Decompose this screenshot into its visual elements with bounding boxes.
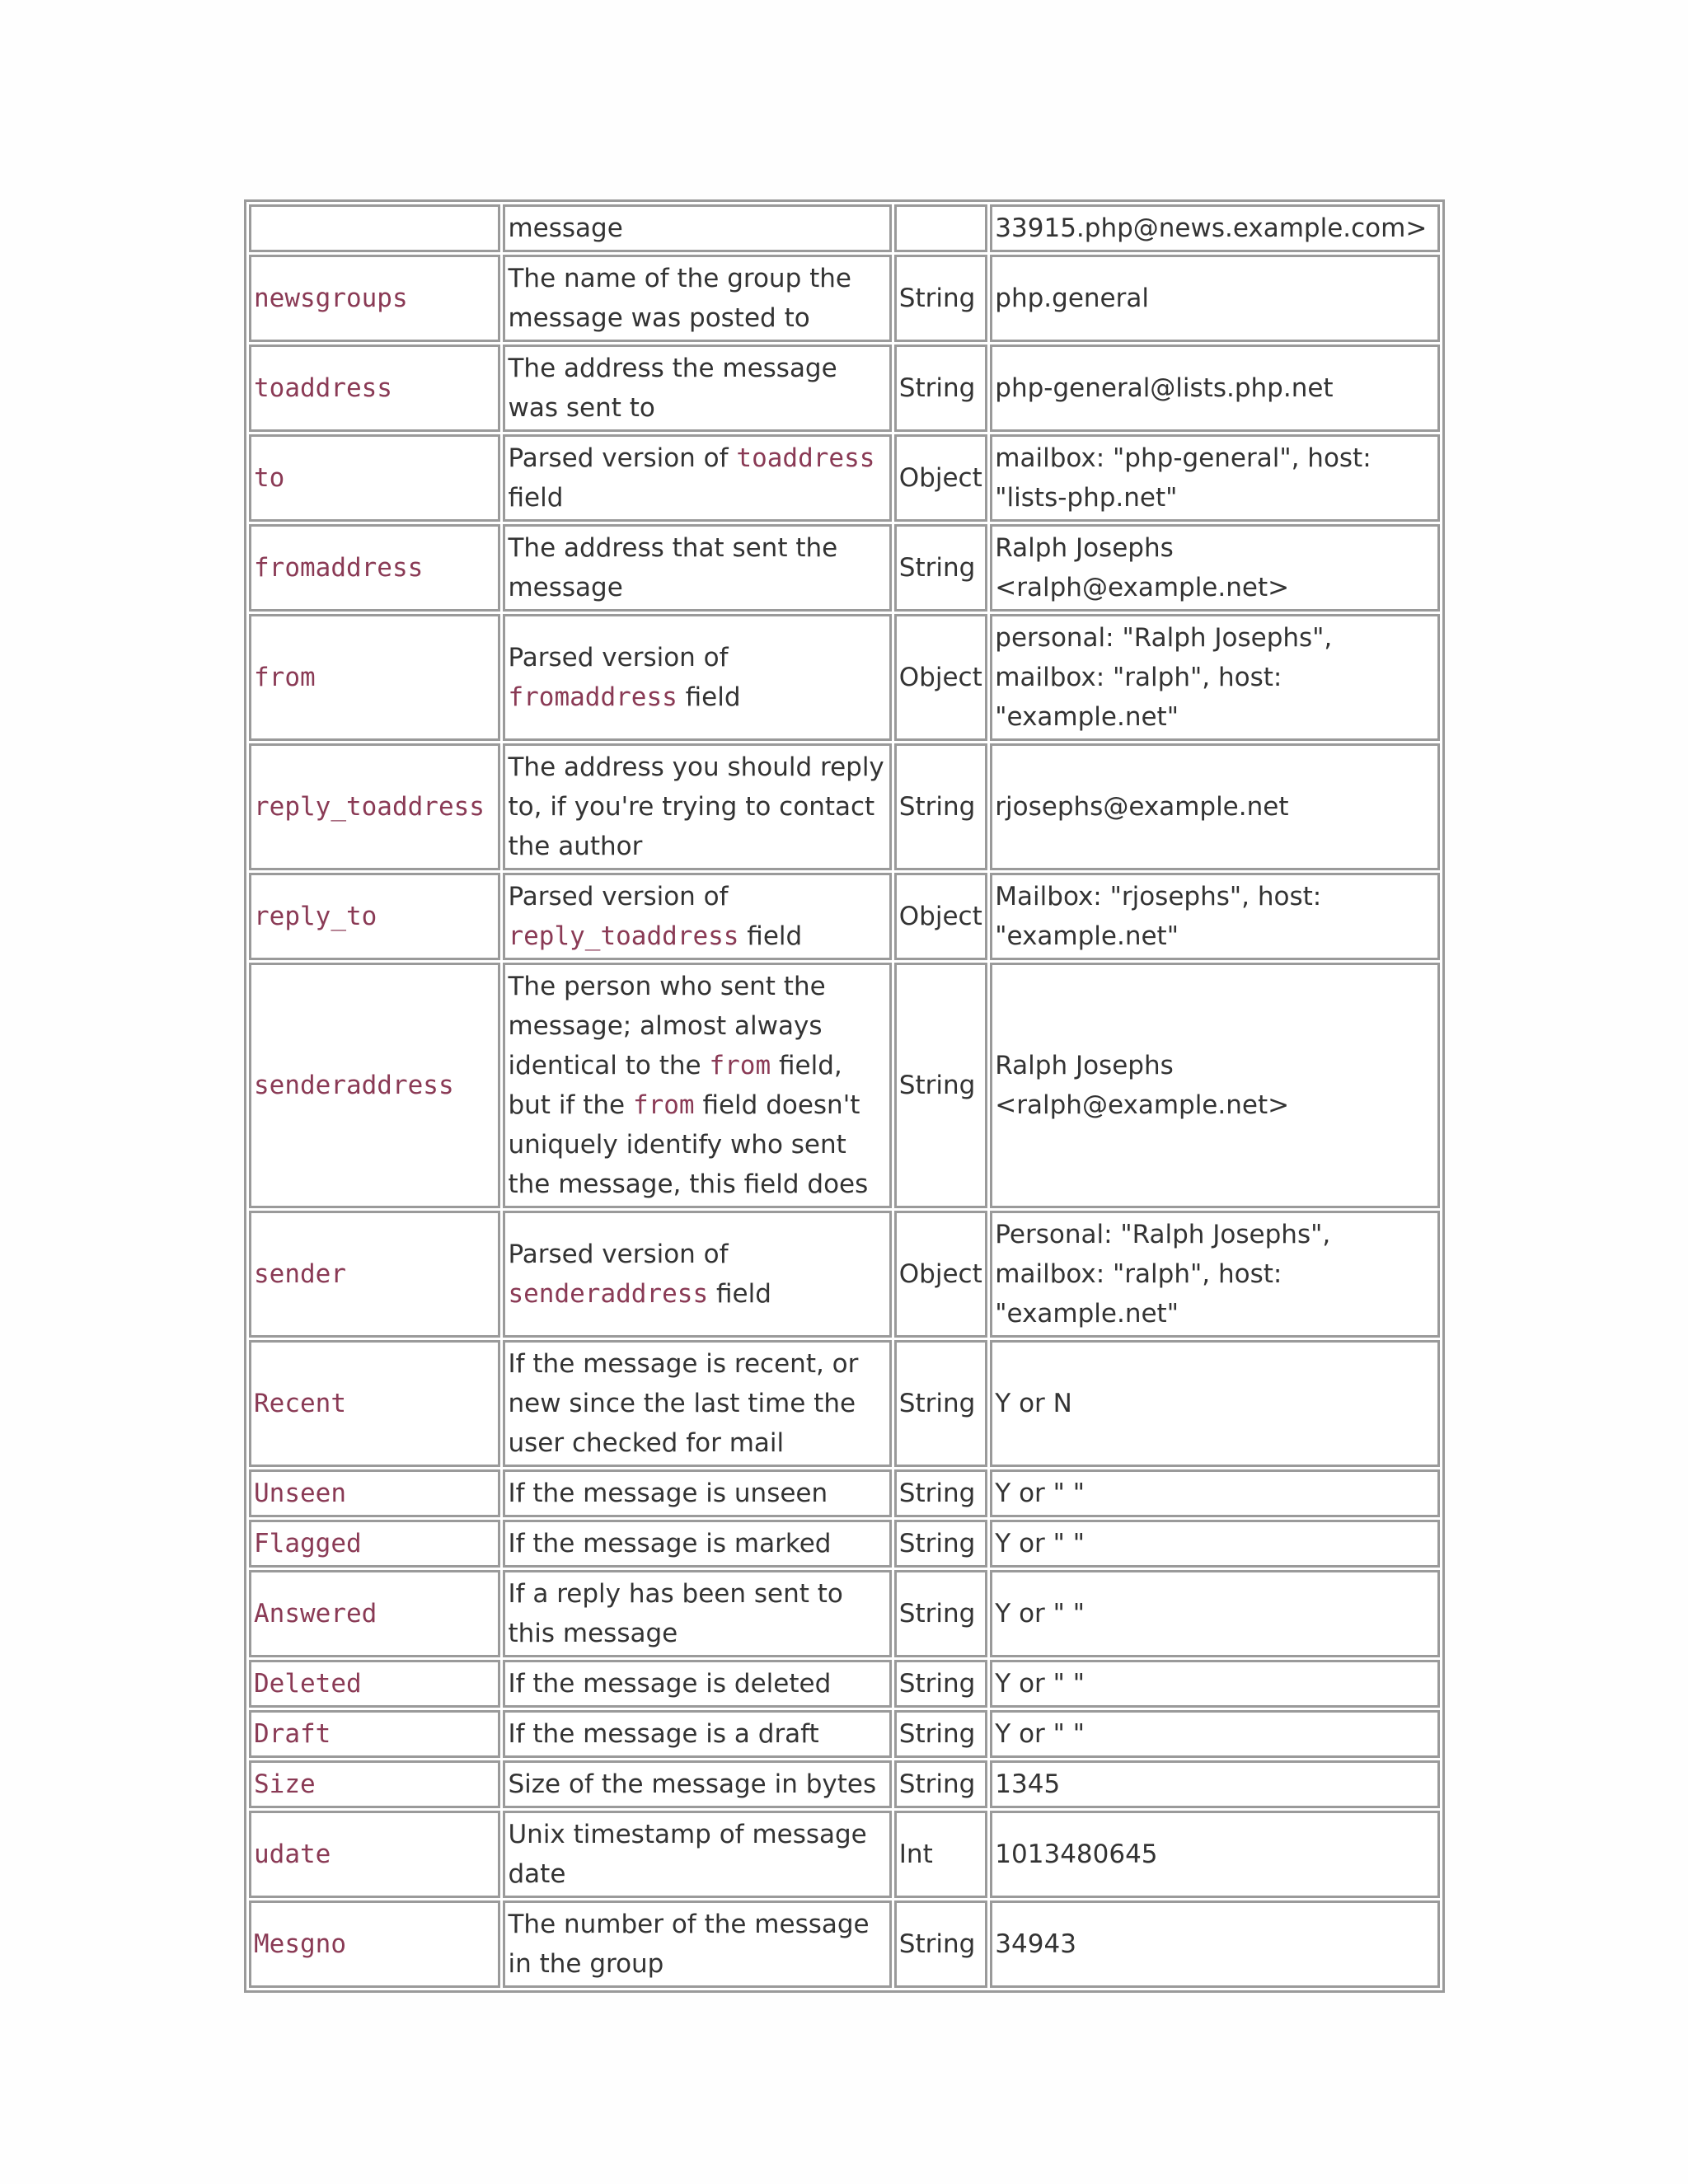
field-example-cell <box>990 1900 1440 1988</box>
field-name: Answered <box>254 1599 377 1629</box>
field-example-cell <box>990 255 1440 342</box>
field-example-cell <box>990 1340 1440 1467</box>
field-description-cell <box>503 1660 891 1708</box>
table-row <box>249 204 1440 252</box>
field-name: sender <box>254 1259 346 1289</box>
table-row <box>249 434 1440 522</box>
field-example: Y or " " <box>995 1719 1085 1749</box>
table-row <box>249 1520 1440 1568</box>
field-type-cell <box>894 1710 988 1758</box>
field-type-cell <box>894 1660 988 1708</box>
field-example: Y or " " <box>995 1669 1085 1699</box>
field-description-cell <box>503 1211 891 1338</box>
field-name: senderaddress <box>254 1071 454 1100</box>
description-code-fragment: senderaddress <box>508 1279 709 1309</box>
field-type-cell <box>894 344 988 432</box>
field-name-cell <box>249 1340 500 1467</box>
field-description-cell <box>503 255 891 342</box>
field-description-cell <box>503 873 891 960</box>
field-example-cell <box>990 1760 1440 1808</box>
description-text-fragment: If the message is deleted <box>508 1669 832 1699</box>
field-name-cell <box>249 1660 500 1708</box>
table-row <box>249 1760 1440 1808</box>
field-name: reply_to <box>254 902 377 931</box>
description-code-fragment: reply_toaddress <box>508 921 739 951</box>
field-type-cell <box>894 614 988 741</box>
field-type: Object <box>898 663 982 692</box>
field-type: String <box>898 1719 976 1749</box>
description-text-fragment: Unix timestamp of message date <box>508 1820 875 1889</box>
field-name: Draft <box>254 1719 331 1749</box>
description-text-fragment: The name of the group the message was posted to <box>508 264 860 333</box>
field-example: Y or " " <box>995 1599 1085 1629</box>
field-description-cell <box>503 1900 891 1988</box>
description-code-fragment: from <box>632 1090 695 1120</box>
description-text-fragment: The address the message was sent to <box>508 354 846 423</box>
field-name: udate <box>254 1840 331 1869</box>
description-code-fragment: fromaddress <box>508 682 678 712</box>
field-type: String <box>898 553 976 583</box>
table-row <box>249 743 1440 870</box>
field-name-cell <box>249 873 500 960</box>
field-type-cell <box>894 1469 988 1517</box>
field-example-cell <box>990 873 1440 960</box>
field-type-cell <box>894 873 988 960</box>
field-name-cell <box>249 434 500 522</box>
table-row <box>249 963 1440 1208</box>
description-text-fragment: Parsed version of <box>508 643 737 673</box>
field-example: 1345 <box>995 1769 1061 1799</box>
header-fields-table <box>244 199 1445 1993</box>
description-text-fragment: If the message is a draft <box>508 1719 819 1749</box>
field-description-cell <box>503 1760 891 1808</box>
field-type: String <box>898 1769 976 1799</box>
field-name: reply_toaddress <box>254 792 485 822</box>
field-name-cell <box>249 1760 500 1808</box>
table-row <box>249 255 1440 342</box>
field-description-cell <box>503 1340 891 1467</box>
field-name-cell <box>249 1900 500 1988</box>
description-text-fragment: The address you should reply to, if you're trying to contact the author <box>508 752 893 861</box>
field-example: 1013480645 <box>995 1840 1158 1869</box>
field-example: personal: "Ralph Josephs", mailbox: "ralph", host: "example.net" <box>995 623 1333 732</box>
field-example-cell <box>990 434 1440 522</box>
description-text-fragment: Parsed version of <box>508 1240 737 1269</box>
table-row <box>249 1211 1440 1338</box>
field-type: String <box>898 1071 976 1100</box>
field-type-cell <box>894 524 988 612</box>
field-type-cell <box>894 1900 988 1988</box>
field-example-cell <box>990 614 1440 741</box>
field-type-cell <box>894 1570 988 1657</box>
field-example-cell <box>990 1811 1440 1898</box>
table-row <box>249 873 1440 960</box>
description-text-fragment: Size of the message in bytes <box>508 1769 877 1799</box>
field-description-cell <box>503 614 891 741</box>
table-body <box>249 204 1440 1988</box>
field-name-cell <box>249 963 500 1208</box>
field-example: mailbox: "php-general", host: "lists-php.net" <box>995 443 1372 513</box>
description-text-fragment: If a reply has been sent to this message <box>508 1579 851 1648</box>
table-row <box>249 1570 1440 1657</box>
field-type: String <box>898 1529 976 1558</box>
field-name: Flagged <box>254 1529 362 1558</box>
field-example-cell <box>990 1570 1440 1657</box>
field-type-cell <box>894 204 988 252</box>
description-text-fragment: If the message is recent, or new since the last time the user checked for mail <box>508 1349 867 1458</box>
field-type-cell <box>894 1760 988 1808</box>
description-text-fragment: field <box>708 1279 771 1309</box>
field-name-cell <box>249 344 500 432</box>
field-type: String <box>898 1479 976 1508</box>
field-example: Mailbox: "rjosephs", host: "example.net" <box>995 882 1322 951</box>
field-name-cell <box>249 1811 500 1898</box>
field-type: Object <box>898 463 982 493</box>
field-example: Personal: "Ralph Josephs", mailbox: "ralph", host: "example.net" <box>995 1220 1331 1329</box>
field-example-cell <box>990 344 1440 432</box>
field-example-cell <box>990 1660 1440 1708</box>
field-name: to <box>254 463 285 493</box>
description-text-fragment: The address that sent the message <box>508 533 846 602</box>
field-description-cell <box>503 524 891 612</box>
field-type: String <box>898 373 976 403</box>
field-example: php.general <box>995 284 1149 313</box>
field-name-cell <box>249 204 500 252</box>
field-example: Y or N <box>995 1389 1072 1418</box>
field-example: 33915.php@news.example.com> <box>995 213 1428 243</box>
field-type: String <box>898 1929 976 1959</box>
description-text-fragment: field <box>677 682 741 712</box>
field-type: String <box>898 1669 976 1699</box>
field-example-cell <box>990 204 1440 252</box>
field-description-cell <box>503 1520 891 1568</box>
table-row <box>249 1340 1440 1467</box>
table-row <box>249 1900 1440 1988</box>
table-row <box>249 1660 1440 1708</box>
field-type-cell <box>894 1520 988 1568</box>
field-name: Size <box>254 1769 316 1799</box>
field-example: php-general@lists.php.net <box>995 373 1334 403</box>
field-name: Deleted <box>254 1669 362 1699</box>
field-name-cell <box>249 1710 500 1758</box>
field-type-cell <box>894 1811 988 1898</box>
field-type: Object <box>898 902 982 931</box>
description-text-fragment: field <box>738 921 803 951</box>
field-example-cell <box>990 743 1440 870</box>
field-example-cell <box>990 1520 1440 1568</box>
field-example: 34943 <box>995 1929 1076 1959</box>
field-description-cell <box>503 434 891 522</box>
field-example-cell <box>990 1469 1440 1517</box>
table-row <box>249 1469 1440 1517</box>
description-text-fragment: If the message is unseen <box>508 1479 828 1508</box>
field-type-cell <box>894 255 988 342</box>
field-description-cell <box>503 204 891 252</box>
field-description-cell <box>503 1710 891 1758</box>
description-code-fragment: from <box>709 1051 771 1080</box>
field-example: Y or " " <box>995 1529 1085 1558</box>
field-example: Ralph Josephs <ralph@example.net> <box>995 533 1290 602</box>
description-text-fragment: Parsed version of <box>508 443 737 473</box>
description-text-fragment: Parsed version of <box>508 882 737 912</box>
field-description-cell <box>503 1469 891 1517</box>
field-type: String <box>898 1389 976 1418</box>
field-name: Unseen <box>254 1479 346 1508</box>
field-type-cell <box>894 1211 988 1338</box>
field-description-cell <box>503 344 891 432</box>
field-type-cell <box>894 963 988 1208</box>
field-name: Mesgno <box>254 1929 346 1959</box>
field-name-cell <box>249 524 500 612</box>
field-type: String <box>898 284 976 313</box>
field-name-cell <box>249 255 500 342</box>
description-text-fragment: The person who sent the message; almost always identical to the <box>508 972 834 1080</box>
field-name: newsgroups <box>254 284 408 313</box>
field-example: Ralph Josephs <ralph@example.net> <box>995 1051 1290 1120</box>
description-text-fragment: If the message is marked <box>508 1529 832 1558</box>
field-description-cell <box>503 963 891 1208</box>
field-type-cell <box>894 743 988 870</box>
description-text-fragment: field, but if the <box>508 1051 851 1120</box>
field-description-cell <box>503 1811 891 1898</box>
field-example: Y or " " <box>995 1479 1085 1508</box>
field-name-cell <box>249 1469 500 1517</box>
field-description-cell <box>503 1570 891 1657</box>
table-row <box>249 1811 1440 1898</box>
field-name-cell <box>249 1211 500 1338</box>
table-row <box>249 614 1440 741</box>
field-description-cell <box>503 743 891 870</box>
field-example-cell <box>990 963 1440 1208</box>
field-name-cell <box>249 1520 500 1568</box>
field-type: Object <box>898 1259 982 1289</box>
description-code-fragment: toaddress <box>736 443 875 473</box>
table-row <box>249 524 1440 612</box>
field-name-cell <box>249 743 500 870</box>
field-type-cell <box>894 1340 988 1467</box>
field-name: from <box>254 663 316 692</box>
field-type: String <box>898 792 976 822</box>
description-text-fragment: field doesn't uniquely identify who sent the message, this field does <box>508 1090 869 1199</box>
field-name: Recent <box>254 1389 346 1418</box>
table-row <box>249 344 1440 432</box>
field-name: toaddress <box>254 373 392 403</box>
field-example-cell <box>990 1211 1440 1338</box>
description-text-fragment: field <box>508 443 884 513</box>
field-name: fromaddress <box>254 553 424 583</box>
field-example-cell <box>990 1710 1440 1758</box>
field-example: rjosephs@example.net <box>995 792 1289 822</box>
field-type-cell <box>894 434 988 522</box>
field-name-cell <box>249 1570 500 1657</box>
field-type: String <box>898 1599 976 1629</box>
field-name-cell <box>249 614 500 741</box>
description-text-fragment: message <box>508 213 623 243</box>
table-row <box>249 1710 1440 1758</box>
field-example-cell <box>990 524 1440 612</box>
field-type: Int <box>898 1840 933 1869</box>
description-text-fragment: The number of the message in the group <box>508 1910 878 1979</box>
